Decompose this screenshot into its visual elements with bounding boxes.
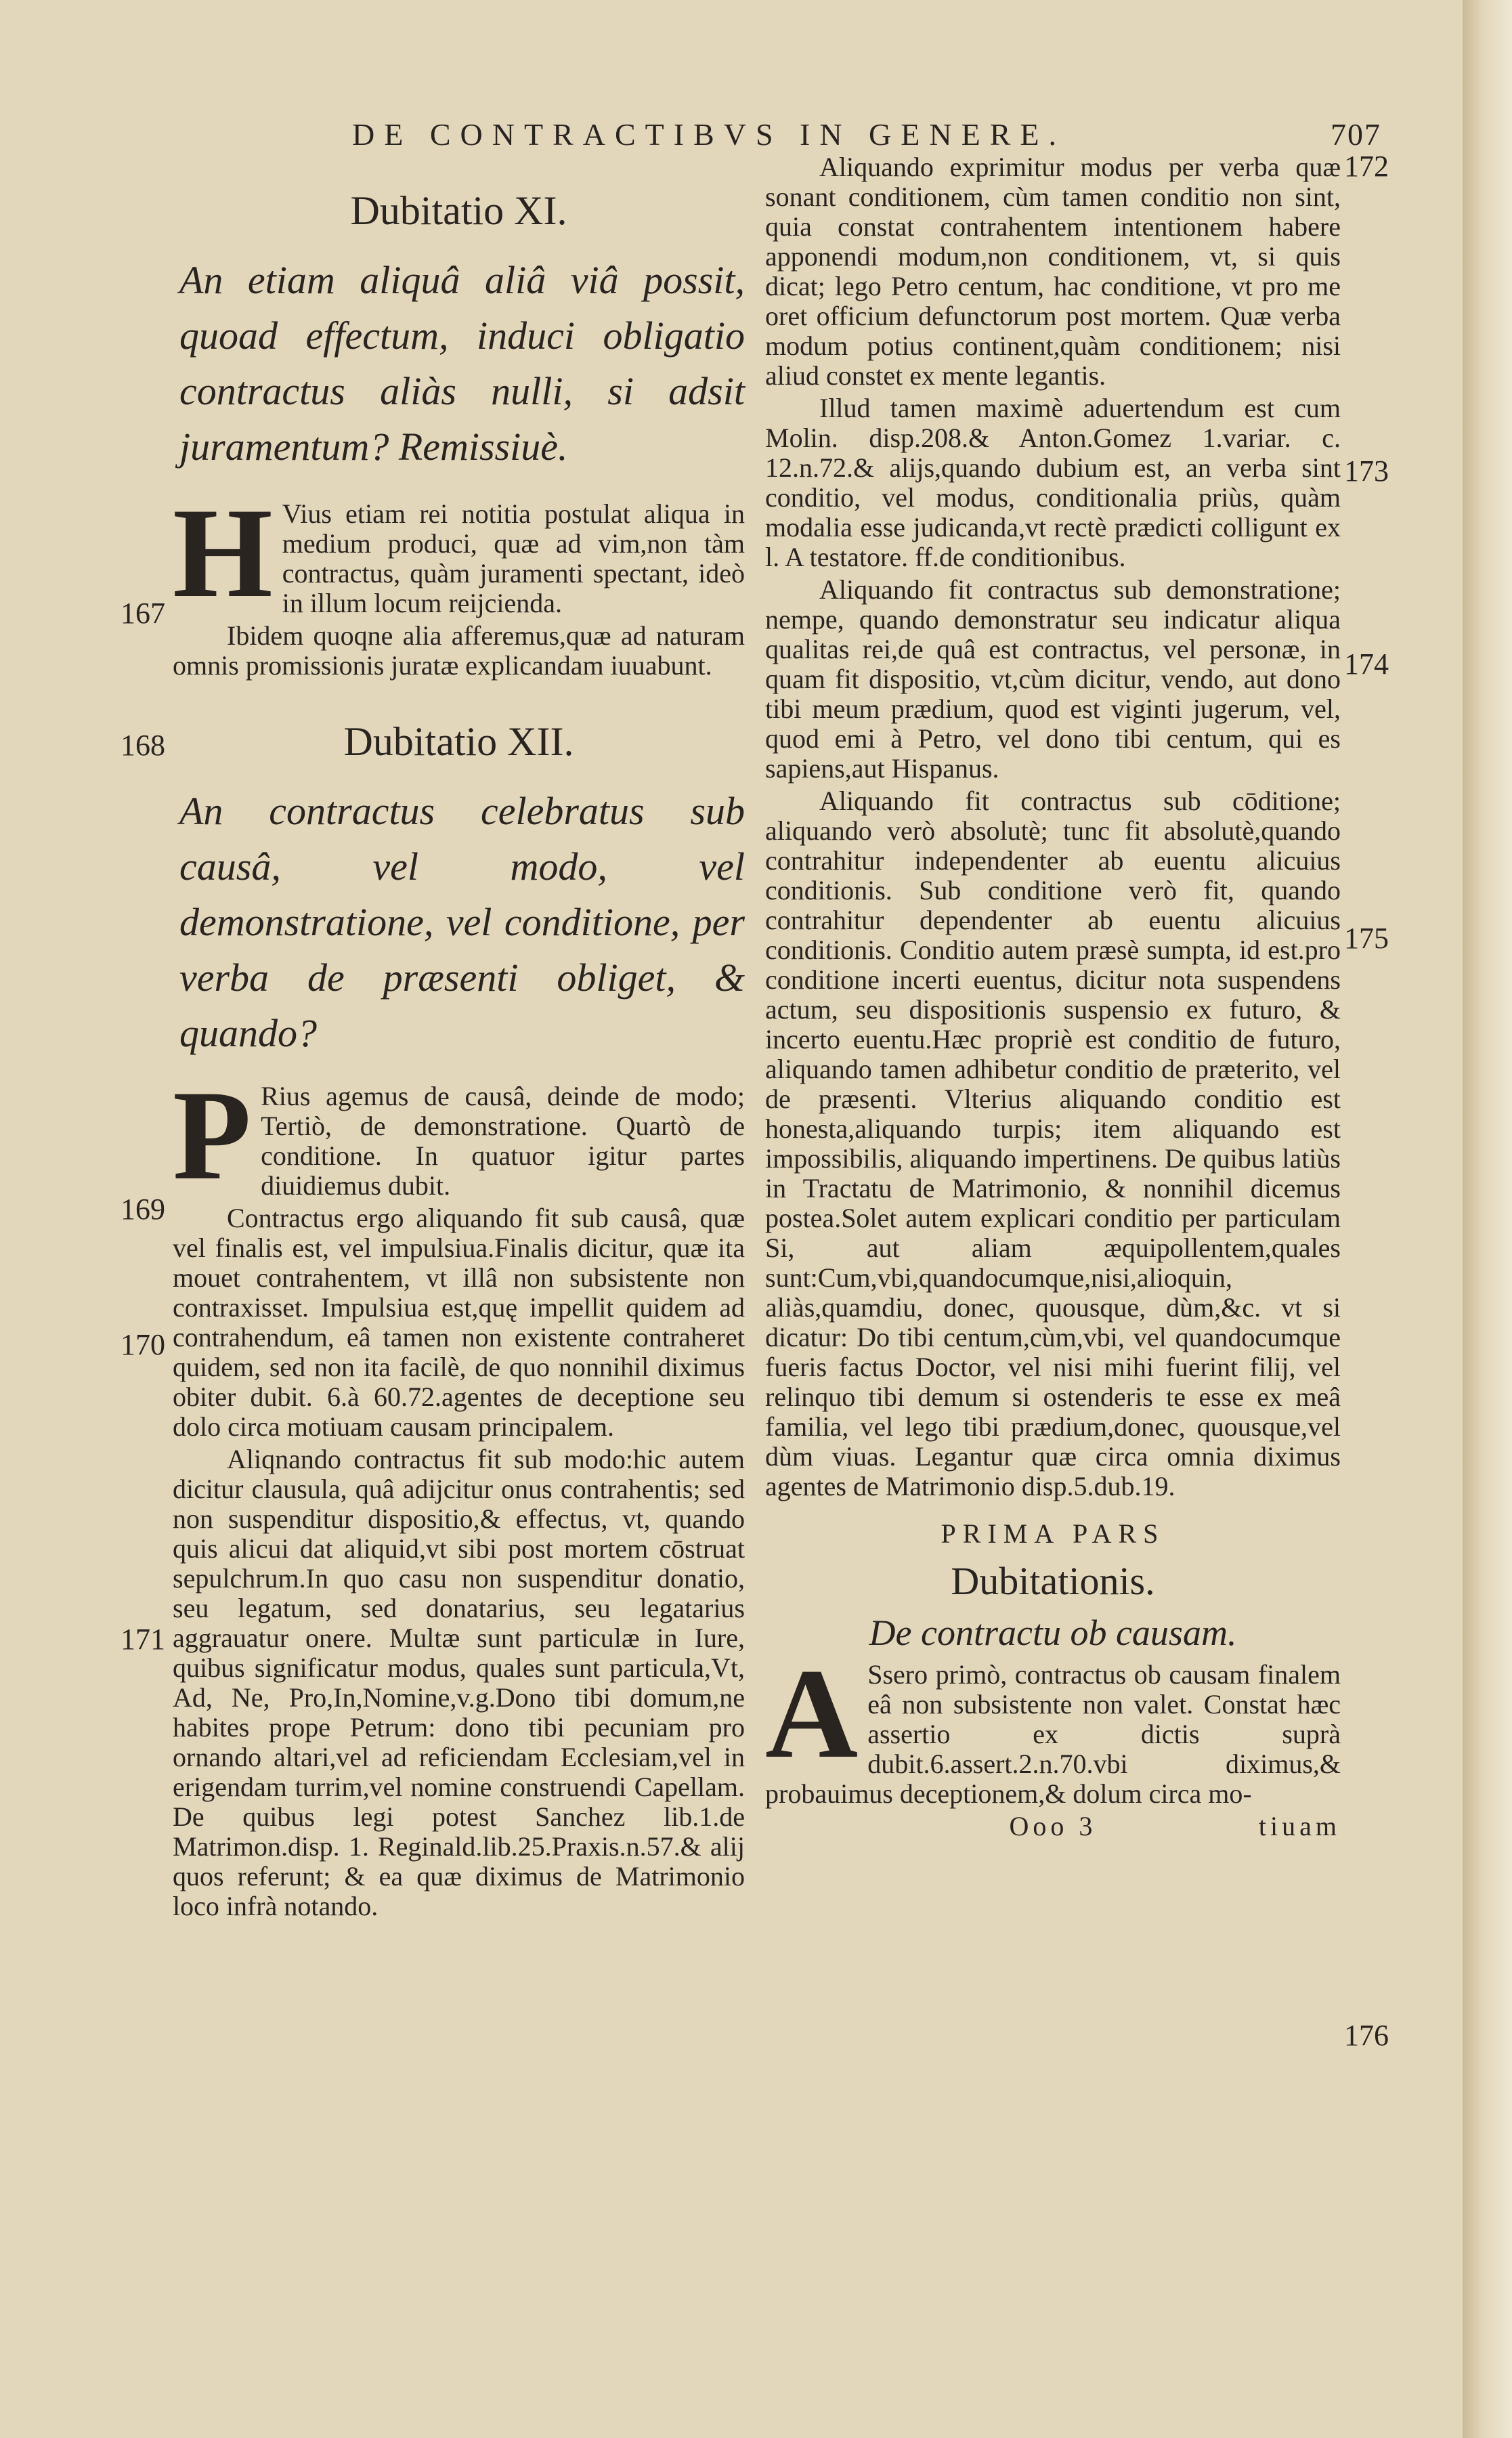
page-edge: [1463, 0, 1512, 2438]
page-number: 707: [1331, 117, 1381, 152]
signature-mark: Ooo 3: [1009, 1811, 1097, 1841]
dubitationis-heading: Dubitationis.: [951, 1559, 1155, 1603]
margin-number-175: 175: [1344, 922, 1389, 955]
paragraph-173: Illud tamen maximè aduertendum est cum Molin. disp.208.& Anton.Gomez 1.variar. c. 12.n.72.& alijs,quando dubium est, an verba sint conditio, vel modus, conditionalia priùs, quàm modalia esse judicanda,vt rectè prædicti colligunt ex l. A testatore. ff.de conditionibus.: [765, 393, 1341, 572]
margin-number-170: 170: [121, 1328, 165, 1361]
margin-number-172: 172: [1344, 150, 1389, 183]
margin-number-171: 171: [121, 1623, 165, 1656]
running-header: [352, 116, 1381, 157]
running-title: DE CONTRACTIBVS IN GENERE.: [352, 117, 1066, 152]
signature-line: [765, 1812, 1341, 1841]
paragraph-171: Aliqnando contractus fit sub modo:hic autem dicitur clausula, quâ adijcitur onus contrahentis; sed non suspenditur dispositio,& effectus, vt, quando quis alicui dat aliquid,vt sibi post mortem cōstruat sepulchrum.In quo casu non suspenditur donatio, seu legatum, sed donatarius, seu legatarius aggrauatur onere. Multæ sunt particulæ in Iure, quibus significatur modus, quales sunt particula,Vt, Ad, Ne, Pro,In,Nomine,v.g.Dono tibi domum,ne habites prope Petrum: dono tibi pecuniam pro ornando altari,vel ad reficiendam Ecclesiam,vel in erigendam turrim,vel nomine construendi Capellam. De quibus legi potest Sanchez lib.1.de Matrimon.disp. 1. Reginald.lib.25.Praxis.n.57.& alij quos referunt; & ea quæ diximus de Matrimonio loco infrà notando.: [173, 1444, 745, 1921]
paragraph-169-text: Rius agemus de causâ, deinde de modo; Tertiò, de demonstratione. Quartò de conditione. In quatuor igitur partes diuidiemus dubit.: [261, 1081, 745, 1201]
drop-cap-a: A: [765, 1643, 859, 1785]
dubitatio-xi-heading: Dubitatio XI.: [350, 188, 567, 233]
paragraph-169: [173, 1065, 745, 1207]
paragraph-176: [765, 1643, 1341, 1809]
dubitatio-xii-heading: Dubitatio XII.: [343, 719, 574, 764]
right-column: [765, 152, 1341, 1841]
paragraph-176-text: Ssero primò, contractus ob causam finalem eâ non subsistente non valet. Constat hæc assertio ex dictis suprà dubit.6.assert.2.n.70.vbi diximus,& probauimus deceptionem,& dolum circa mo-: [765, 1659, 1341, 1809]
margin-number-173: 173: [1344, 454, 1389, 488]
drop-cap-h: H: [173, 482, 273, 624]
margin-number-176: 176: [1344, 2019, 1389, 2052]
paragraph-170: Contractus ergo aliquando fit sub causâ, quæ vel finalis est, vel impulsiua.Finalis dicitur, quæ ita mouet contrahentem, vt illâ non subsistente non contraxisset. Impulsiua est,quę impellit quidem ad contrahendum, eâ tamen non existente contraheret quidem, sed non ita facilè, de quo nonnihil diximus obiter dubit. 6.à 60.72.agentes de deceptione seu dolo circa motiuam causam principalem.: [173, 1203, 745, 1442]
paragraph-172: Aliquando exprimitur modus per verba quæ sonant conditionem, cùm tamen conditio non sint, quia constat contrahentem intentionem habere apponendi modum,non conditionem, vt, si quis dicat; lego Petro centum, hac conditione, vt pro me oret officium defunctorum post mortem. Quæ verba modum potius continent,quàm conditionem; nisi aliud constet ex mente legantis.: [765, 152, 1341, 391]
dubitatio-xi-question: An etiam aliquâ aliâ viâ possit, quoad effectum, induci obligatio contractus aliàs nulli, si adsit juramentum? Remissiuè.: [179, 258, 745, 469]
paragraph-174: Aliquando fit contractus sub demonstratione; nempe, quando demonstratur seu indicatur aliqua qualitas rei,de quâ est contractus, vel personæ, in quam fit dispositio, vt,cùm dicitur, vendo, aut dono tibi meum prædium, quod est viginti jugerum, vel, quod emi à Petro, vel dono tibi centum, qui es sapiens,aut Hispanus.: [765, 574, 1341, 784]
dubitatio-xii-question: An contractus celebratus sub causâ, vel modo, vel demonstratione, vel conditione, per verba de præsenti obliget, & quando?: [179, 789, 745, 1055]
left-column: [173, 152, 745, 1924]
prima-pars-heading: PRIMA PARS: [941, 1518, 1165, 1549]
paragraph-167: [173, 482, 745, 624]
paragraph-167-text: Vius etiam rei notitia postulat aliqua in medium produci, quæ ad vim,non tàm contractus, quàm juramenti spectant, ideò in illum locum reijcienda.: [282, 498, 745, 618]
paragraph-168: Ibidem quoqne alia afferemus,quæ ad naturam omnis promissionis juratæ explicandam iuuabunt.: [173, 620, 745, 681]
margin-number-174: 174: [1344, 647, 1389, 681]
margin-number-167: 167: [121, 597, 165, 630]
section-subtitle: De contractu ob causam.: [869, 1612, 1237, 1653]
drop-cap-p: P: [173, 1065, 252, 1207]
margin-number-168: 168: [121, 729, 165, 762]
paragraph-175: Aliquando fit contractus sub cōditione; aliquando verò absolutè; tunc fit absolutè,quando contrahitur independenter ab euentu alicuius conditionis. Sub conditione verò fit, quando contrahitur dependenter ab euentu alicuius conditionis. Conditio autem præsè sumpta, id est.pro conditione incerti euentus, dicitur nota suspendens actum, seu dispositionis suspensio ex futuro, & incerto euentu.Hæc propriè est conditio de futuro, aliquando tamen adhibetur conditio de præterito, vel de præsenti. Vlterius aliquando conditio est honesta,aliquando turpis; item aliquando est impossibilis, aliquando impertinens. De quibus latiùs in Tractatu de Matrimonio, & nonnihil dicemus postea.Solet autem explicari conditio per particulam Si, aut aliam æquipollentem,quales sunt:Cum,vbi,quandocumque,nisi,alioquin, aliàs,quamdiu, donec, quousque, dùm,&c. vt si dicatur: Do tibi centum,cùm,vbi, vel quandocumque fueris factus Doctor, vel nisi mihi fuerint filij, vel relinquo tibi demum si ostenderis te esse ex meâ familia, vel lego tibi prædium,donec, quousque,vel dùm viuas. Legantur quæ circa omnia diximus agentes de Matrimonio disp.5.dub.19.: [765, 786, 1341, 1501]
catchword: tiuam: [1258, 1811, 1341, 1841]
margin-number-169: 169: [121, 1193, 165, 1226]
